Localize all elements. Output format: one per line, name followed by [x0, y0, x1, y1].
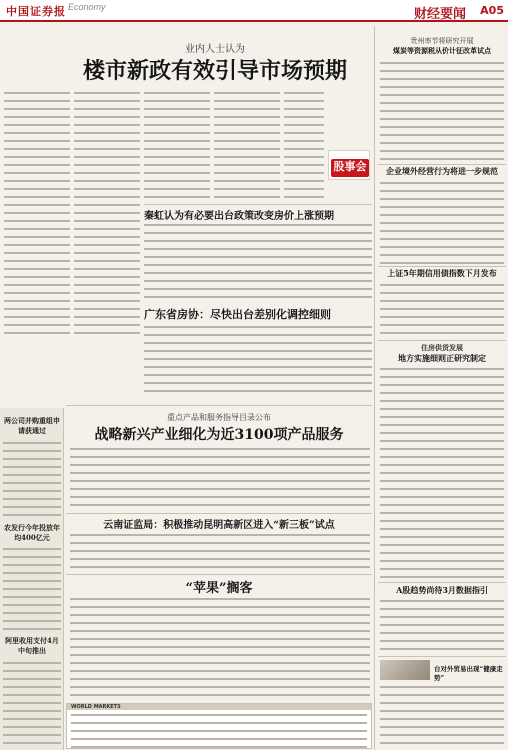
guizhou-body	[380, 60, 504, 160]
guizhou-kicker: 贵州率节将研究开展	[410, 37, 474, 45]
housing-headline: 地方实施细则正研究制定	[398, 353, 486, 363]
table-rows	[71, 712, 367, 748]
housing-kicker: 住房供货发展	[421, 343, 463, 352]
ashare-headline: A股趋势尚待3月数据指引	[396, 585, 488, 595]
divider	[144, 204, 372, 205]
top-story-column-5	[284, 90, 324, 202]
edition-label: Economy	[68, 2, 106, 12]
strategy-headline: 战略新兴产业细化为近3100项产品服务	[94, 427, 344, 443]
sidebar-body-2	[3, 546, 61, 634]
badge-box	[328, 150, 370, 180]
top-story-headline: 楼市新政有效引导市场预期	[82, 58, 347, 84]
top-story-column-1	[4, 90, 70, 340]
sidebar-body-3	[3, 660, 61, 746]
divider	[378, 656, 506, 657]
taiwan-photo	[380, 660, 430, 680]
top-story-column-4	[214, 90, 280, 202]
taiwan-body	[380, 684, 504, 748]
sidebar-title-2: 农发行今年投放年均400亿元	[4, 523, 60, 542]
guizhou-headline: 煤炭等资源税从价计征改革试点	[393, 46, 491, 55]
housing-body	[380, 366, 504, 580]
yunnan-body	[70, 532, 370, 572]
credit-body	[380, 282, 504, 338]
divider	[378, 582, 506, 583]
qin-story-body	[144, 222, 372, 302]
taiwan-headline: 台对外贸易出现“健康走势”	[434, 665, 503, 682]
divider	[378, 266, 506, 267]
apple-headline: “苹果”搁客	[185, 581, 253, 596]
page-number: A05	[480, 4, 504, 17]
gd-story-headline: 广东省房协：尽快出台差别化调控细则	[144, 308, 331, 321]
divider	[66, 405, 372, 406]
divider	[66, 574, 372, 575]
ashare-body	[380, 598, 504, 654]
sidebar-title-1: 两公司并购重组申请获通过	[4, 416, 60, 435]
top-story-column-3	[144, 90, 210, 202]
strategy-kicker: 重点产品和服务指导目录公布	[167, 413, 271, 422]
badge-label: 股事会	[331, 159, 369, 177]
apple-body	[70, 596, 370, 700]
yunnan-headline: 云南证监局：积极推动昆明高新区进入“新三板”试点	[103, 520, 335, 531]
newspaper-logo: 中国证券报	[6, 5, 66, 18]
divider	[66, 513, 372, 514]
masthead	[0, 0, 508, 22]
sidebar-body-1	[3, 440, 61, 520]
left-sidebar	[0, 408, 64, 750]
section-title: 财经要闻	[413, 7, 466, 22]
gd-story-body	[144, 324, 372, 394]
credit-headline: 上证5年期信用债指数下月发布	[387, 268, 497, 278]
divider	[378, 164, 506, 165]
top-story-column-2	[74, 90, 140, 340]
divider	[374, 26, 375, 750]
market-table	[66, 703, 372, 749]
top-story-kicker: 业内人士认为	[185, 44, 245, 55]
strategy-body	[70, 446, 370, 510]
enterprise-body	[380, 180, 504, 264]
enterprise-headline: 企业境外经营行为将进一步规范	[386, 166, 498, 176]
divider	[378, 340, 506, 341]
sidebar-title-3: 阿里收用支付4月中旬推出	[5, 636, 59, 655]
table-title: WORLD MARKETS	[71, 704, 121, 710]
qin-story-headline: 秦虹认为有必要出台政策改变房价上涨预期	[144, 211, 334, 222]
